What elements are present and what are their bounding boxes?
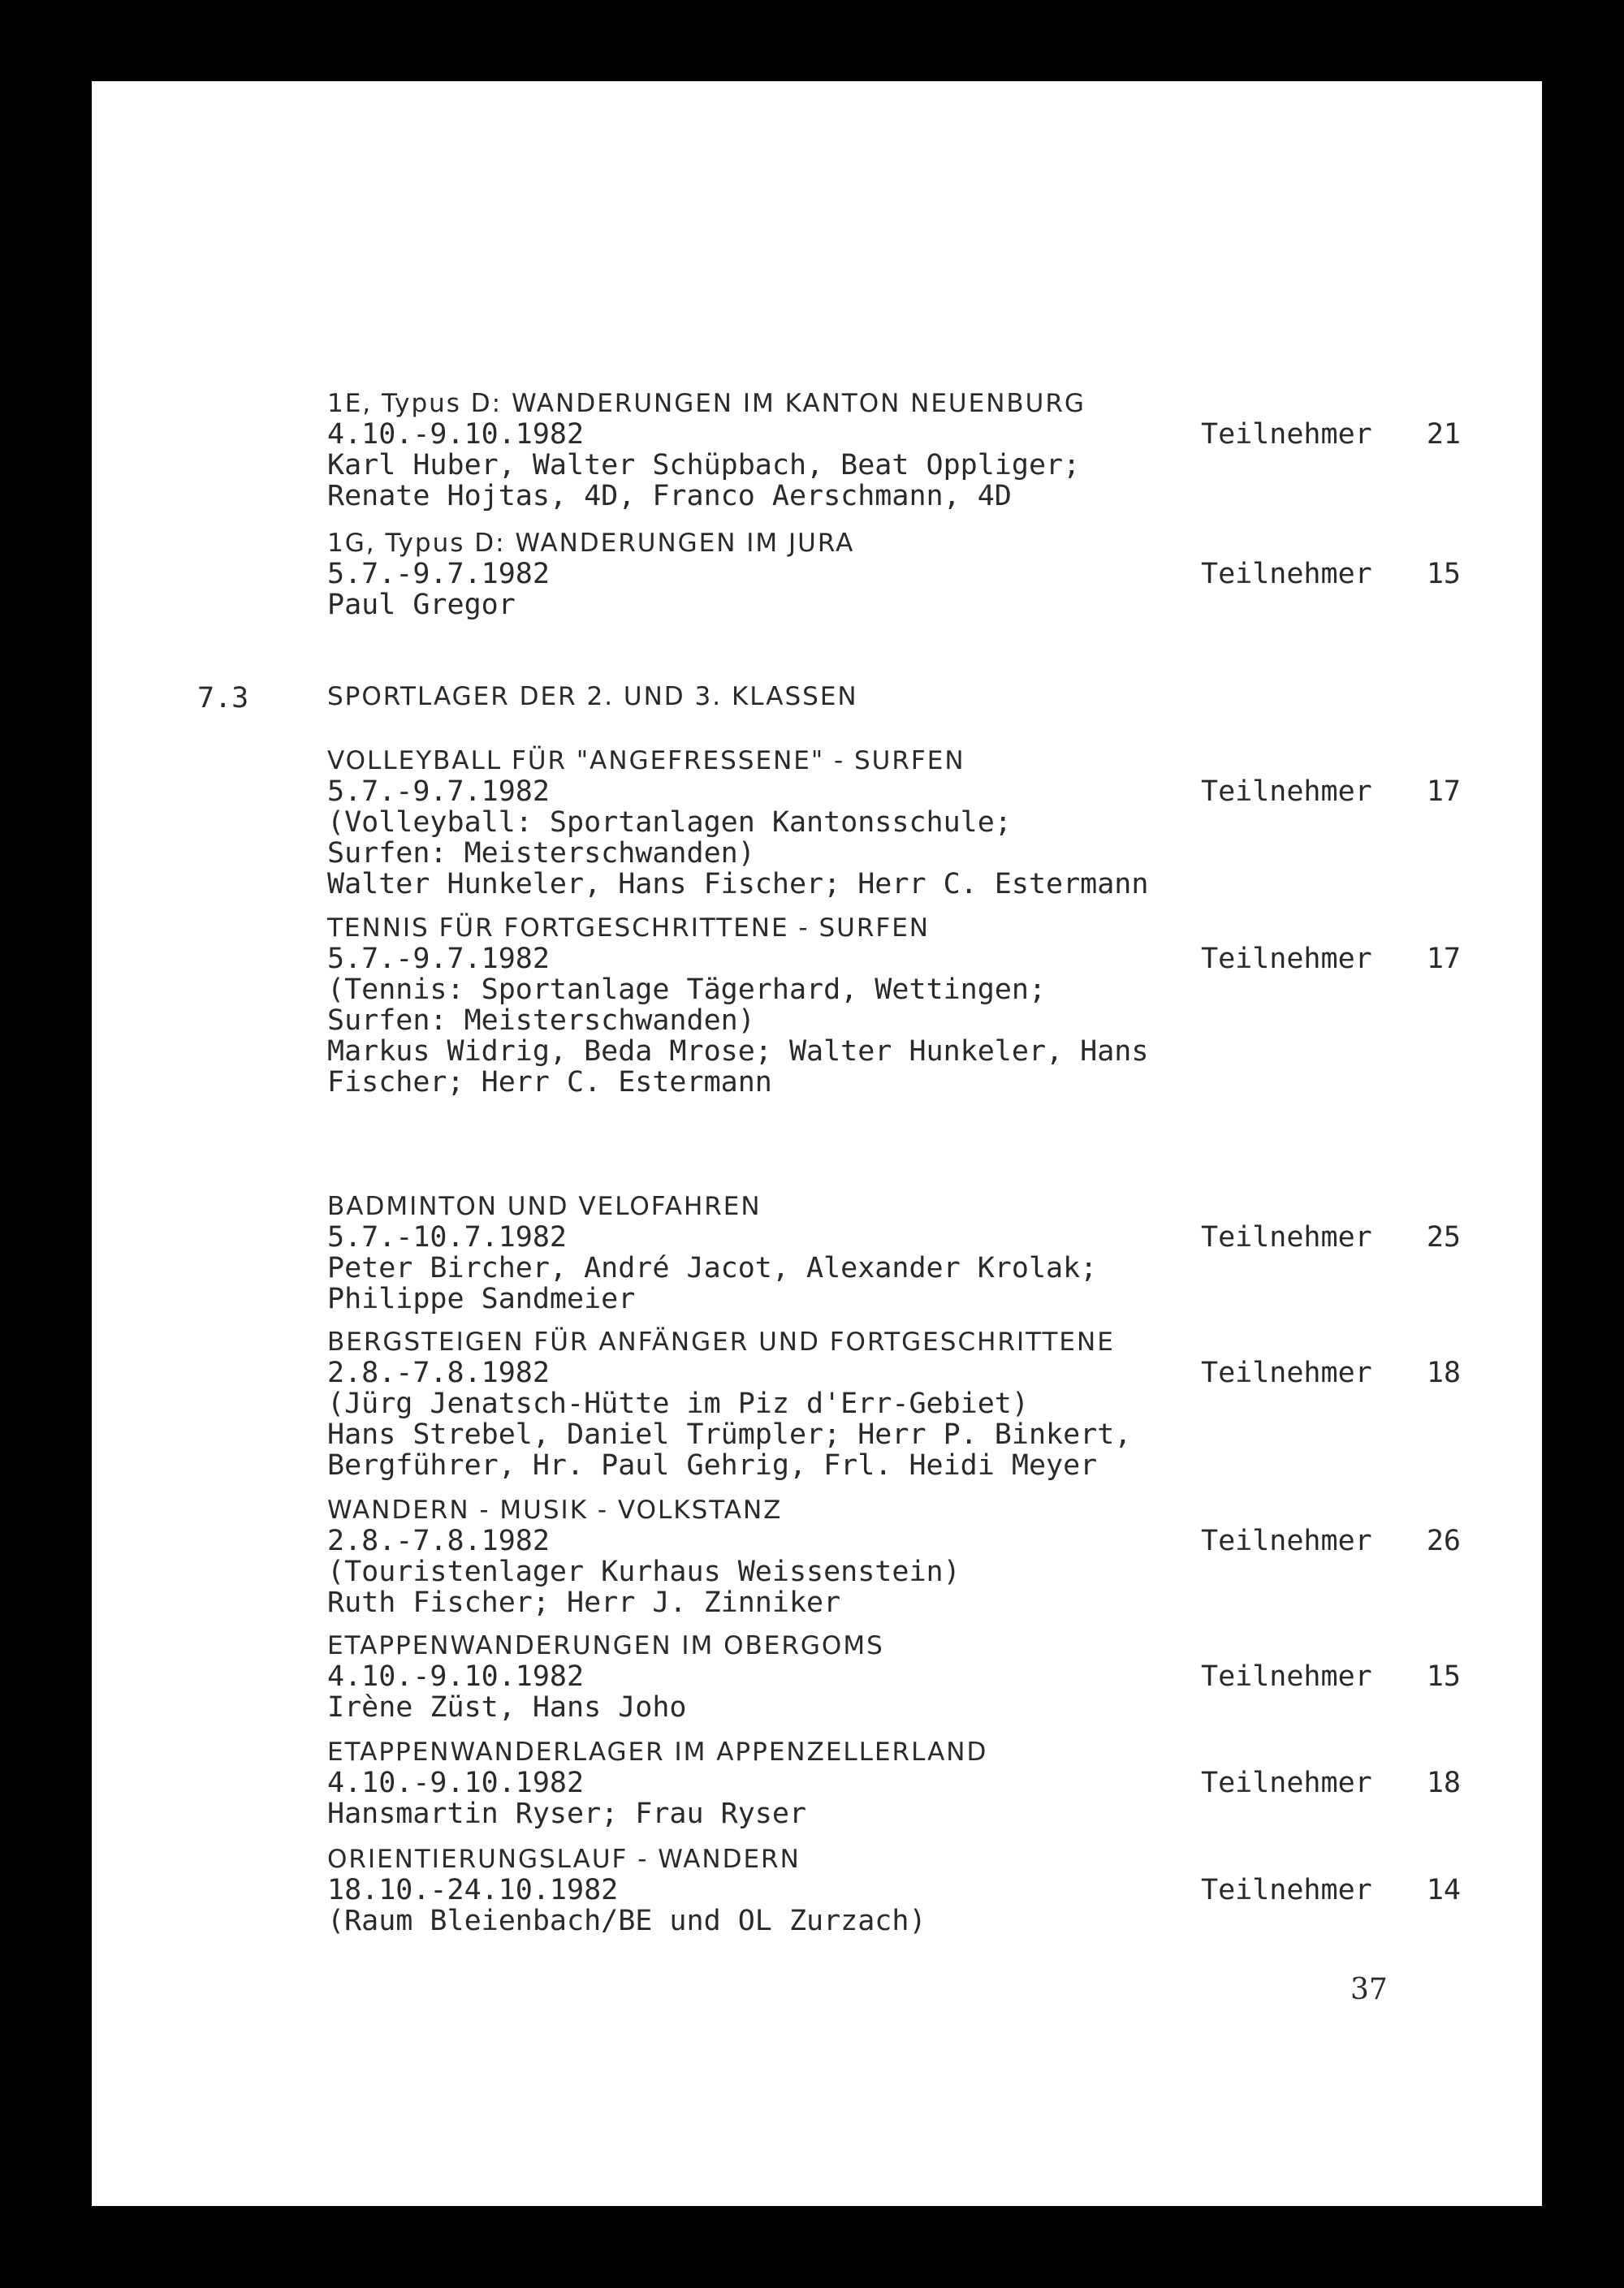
entry-date: 2.8.-7.8.1982 [327,1525,550,1557]
participants-label: Teilnehmer [1201,1874,1372,1906]
participants [1201,1222,1461,1253]
camp-entry [327,913,1464,1098]
entry-heading: ETAPPENWANDERLAGER IM APPENZELLERLAND [327,1738,988,1767]
participants-label: Teilnehmer [1201,558,1372,590]
participants-label: Teilnehmer [1201,418,1372,451]
participants-count: 26 [1426,1525,1461,1557]
participants-label: Teilnehmer [1201,775,1372,808]
entry-people-line: Paul Gregor [327,589,516,621]
participants-label: Teilnehmer [1201,1660,1372,1693]
participants [1201,943,1461,974]
entry-date-row [327,419,1464,450]
entry-date: 5.7.-9.7.1982 [327,558,550,590]
entry-date: 4.10.-9.10.1982 [327,1660,585,1693]
entry-date: 5.7.-9.7.1982 [327,775,550,808]
entry-heading: ETAPPENWANDERUNGEN IM OBERGOMS [327,1631,884,1660]
entry-detail-line: Fischer; Herr C. Estermann [327,1066,772,1099]
participants-count: 18 [1426,1767,1461,1799]
camp-entry [327,1737,1464,1829]
entry-detail-line: Irène Züst, Hans Joho [327,1691,687,1724]
document-page [92,81,1542,2206]
entry-date-row [327,1222,1464,1253]
entry-heading: ORIENTIERUNGSLAUF - WANDERN [327,1845,801,1874]
participants-label: Teilnehmer [1201,1525,1372,1557]
participants-label: Teilnehmer [1201,1357,1372,1389]
entry-heading: TENNIS FÜR FORTGESCHRITTENE - SURFEN [327,913,930,943]
entry-heading: VOLLEYBALL FÜR "ANGEFRESSENE" - SURFEN [327,746,965,775]
entry-heading: WANDERN - MUSIK - VOLKSTANZ [327,1496,783,1525]
entry-people-line: Karl Huber, Walter Schüpbach, Beat Oppliger; [327,449,1081,481]
entry-detail-line: (Tennis: Sportanlage Tägerhard, Wettingen; [327,973,1047,1006]
entry-detail-line: (Touristenlager Kurhaus Weissenstein) [327,1556,961,1588]
entry-heading: BADMINTON UND VELOFAHREN [327,1192,762,1221]
entry-date-row [327,559,1464,589]
participants [1201,1526,1461,1556]
participants-count: 15 [1426,1660,1461,1693]
camp-entry [327,1630,1464,1723]
entry-detail-line: Markus Widrig, Beda Mrose; Walter Hunkeler, Hans [327,1035,1149,1068]
entry-date: 18.10.-24.10.1982 [327,1874,619,1906]
entry-detail-line: (Jürg Jenatsch-Hütte im Piz d'Err-Gebiet) [327,1388,1029,1420]
section-title: SPORTLAGER DER 2. UND 3. KLASSEN [327,682,858,711]
entry-date-row [327,1358,1464,1388]
participants-count: 15 [1426,558,1461,590]
entry-date: 2.8.-7.8.1982 [327,1357,550,1389]
entry-people-line: Renate Hojtas, 4D, Franco Aerschmann, 4D [327,480,1012,512]
participants [1201,419,1461,450]
section-number: 7.3 [197,682,249,714]
camp-entry [327,1191,1464,1315]
participants-count: 17 [1426,775,1461,808]
entry-date: 5.7.-9.7.1982 [327,943,550,975]
entry-detail-line: Surfen: Meisterschwanden) [327,1004,755,1037]
camp-entry [327,1844,1464,1936]
participants-label: Teilnehmer [1201,943,1372,975]
entry-detail-line: Ruth Fischer; Herr J. Zinniker [327,1586,841,1619]
entry-detail-line: Walter Hunkeler, Hans Fischer; Herr C. Estermann [327,868,1149,900]
entry-date-row [327,776,1464,807]
entry-date-row [327,1875,1464,1906]
entry-detail-line: Peter Bircher, André Jacot, Alexander Krolak; [327,1252,1098,1284]
entry-1e-neuenburg [327,388,1464,512]
entry-heading: BERGSTEIGEN FÜR ANFÄNGER UND FORTGESCHRITTENE [327,1327,1115,1357]
entry-date: 5.7.-10.7.1982 [327,1221,568,1254]
entry-date-row [327,1661,1464,1692]
participants-count: 25 [1426,1221,1461,1254]
participants [1201,1661,1461,1692]
participants [1201,1768,1461,1798]
camp-entry [327,745,1464,900]
entry-detail-line: Hans Strebel, Daniel Trümpler; Herr P. Binkert, [327,1418,1132,1451]
entry-detail-line: Philippe Sandmeier [327,1283,636,1315]
entry-detail-line: (Raum Bleienbach/BE und OL Zurzach) [327,1905,926,1937]
participants-count: 21 [1426,418,1461,451]
participants-count: 17 [1426,943,1461,975]
participants-count: 14 [1426,1874,1461,1906]
participants-count: 18 [1426,1357,1461,1389]
participants [1201,1875,1461,1906]
entry-1g-jura [327,528,1464,620]
entry-date: 4.10.-9.10.1982 [327,1767,585,1799]
entry-date: 4.10.-9.10.1982 [327,418,585,451]
entry-detail-line: Surfen: Meisterschwanden) [327,837,755,870]
entry-detail-line: (Volleyball: Sportanlagen Kantonsschule; [327,806,1012,839]
participants [1201,1358,1461,1388]
entry-date-row [327,1768,1464,1798]
entry-heading: 1E, Typus D: WANDERUNGEN IM KANTON NEUENBURG [327,389,1086,418]
participants-label: Teilnehmer [1201,1767,1372,1799]
participants [1201,559,1461,589]
entry-heading: 1G, Typus D: WANDERUNGEN IM JURA [327,529,855,558]
entry-date-row [327,1526,1464,1556]
participants-label: Teilnehmer [1201,1221,1372,1254]
camp-entry [327,1495,1464,1618]
entry-detail-line: Hansmartin Ryser; Frau Ryser [327,1798,807,1830]
entry-date-row [327,943,1464,974]
participants [1201,776,1461,807]
camp-entry [327,1327,1464,1481]
entry-detail-line: Bergführer, Hr. Paul Gehrig, Frl. Heidi Meyer [327,1449,1098,1482]
page-number: 37 [1350,1973,1388,2006]
